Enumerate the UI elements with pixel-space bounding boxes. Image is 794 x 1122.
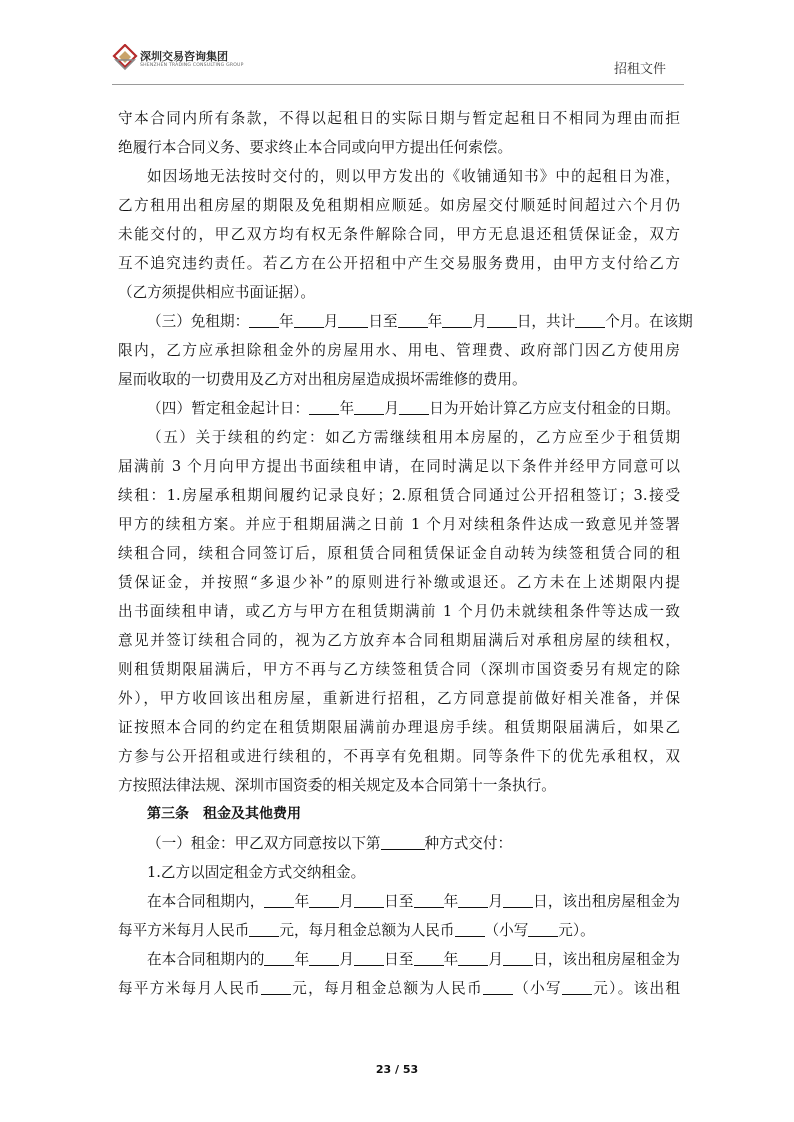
- text-span: 年: [443, 951, 459, 968]
- text-span: 年: [279, 313, 294, 330]
- blank-field: [483, 977, 513, 995]
- text-line: 如因场地无法按时交付的，则以甲方发出的《收铺通知书》中的起租日为准，: [147, 168, 680, 185]
- text-line: 乙方租用出租房屋的期限及免租期相应顺延。如房屋交付顺延时间超过六个月仍: [118, 197, 680, 214]
- blank-field: [354, 397, 384, 415]
- logo-chinese-name: 深圳交易咨询集团: [140, 50, 228, 63]
- text-line: 则租赁期限届满后，甲方不再与乙方续签租赁合同（深圳市国资委另有规定的除: [118, 661, 680, 678]
- text-line: 限内，乙方应承担除租金外的房屋用水、用电、管理费、政府部门因乙方使用房: [118, 342, 680, 359]
- text-span: 月: [488, 893, 504, 910]
- text-span: 元，每月租金总额为人民币: [279, 922, 455, 939]
- text-span: 年: [427, 313, 443, 330]
- text-line: （乙方须提供相应书面证据）。: [118, 284, 316, 301]
- text-span: 日，该出租房屋租金为: [533, 893, 680, 910]
- blank-field: [414, 890, 444, 908]
- text-line: 赁保证金，并按照“多退少补”的原则进行补缴或退还。乙方未在上述期限内提: [118, 574, 680, 591]
- blank-field: [562, 977, 592, 995]
- text-span: 在本合同租期内，: [147, 893, 265, 910]
- blank-field: [309, 948, 339, 966]
- blank-field: [381, 832, 425, 850]
- rent-method-line: [118, 829, 680, 858]
- text-span: 月: [488, 951, 504, 968]
- rent-period-line: [118, 945, 680, 974]
- text-span: 元）。该出租: [591, 980, 680, 997]
- blank-field: [398, 310, 428, 328]
- text-span: （一）租金：甲乙双方同意按以下第: [147, 835, 381, 852]
- blank-field: [414, 948, 444, 966]
- text-span: （四）暂定租金起计日：: [147, 400, 310, 417]
- text-line: 未能交付的，甲乙双方均有权无条件解除合同，甲方无息退还租赁保证金，双方: [118, 226, 680, 243]
- blank-field: [249, 919, 279, 937]
- text-span: 月: [472, 313, 487, 330]
- blank-field: [487, 310, 517, 328]
- text-span: 月: [339, 951, 355, 968]
- text-span: 日至: [368, 313, 398, 330]
- text-line: 证按照本合同的约定在租赁期限届满前办理退房手续。租赁期限届满后，如果乙: [118, 719, 680, 736]
- blank-field: [294, 310, 324, 328]
- company-logo: [112, 42, 252, 78]
- blank-field: [458, 948, 488, 966]
- blank-field: [528, 919, 558, 937]
- text-span: 日，共计: [516, 313, 576, 330]
- blank-field: [261, 977, 291, 995]
- text-span: 年: [443, 893, 459, 910]
- text-span: （小写: [484, 922, 529, 939]
- text-line: 续租合同，续租合同签订后，原租赁合同租赁保证金自动转为续签租赁合同的租: [118, 545, 680, 562]
- blank-field: [249, 310, 279, 328]
- text-span: 元）。: [558, 922, 595, 939]
- text-span: 日至: [384, 951, 414, 968]
- text-span: 年: [339, 400, 355, 417]
- text-span: 种方式交付：: [424, 835, 513, 852]
- blank-field: [264, 948, 294, 966]
- text-span: 日，该出租房屋租金为: [533, 951, 680, 968]
- text-line: 方参与公开招租或进行续租的，不再享有免租期。同等条件下的优先承租权，双: [118, 748, 680, 765]
- blank-field: [442, 310, 472, 328]
- text-span: 每平方米每月人民币: [118, 980, 261, 997]
- text-span: （小写: [512, 980, 562, 997]
- header-divider: [112, 84, 684, 85]
- logo-mark-icon: [112, 44, 138, 72]
- page-number: 23 / 53: [375, 1063, 419, 1076]
- text-line: 方按照法律法规、深圳市国资委的相关规定及本合同第十一条执行。: [118, 777, 556, 794]
- text-span: 个月。在该期: [605, 313, 693, 330]
- text-line: 意见并签订续租合同的，视为乙方放弃本合同租期届满后对承租房屋的续租权，: [118, 632, 680, 649]
- blank-field: [338, 310, 368, 328]
- text-line: 续租：1.房屋承租期间履约记录良好；2.原租赁合同通过公开招租签订；3.接受: [118, 487, 680, 504]
- text-span: 日至: [384, 893, 414, 910]
- text-span: 月: [323, 313, 339, 330]
- blank-field: [458, 890, 488, 908]
- text-line: 外），甲方收回该出租房屋，重新进行招租，乙方同意提前做好相关准备，并保: [118, 690, 680, 707]
- text-line: 1.乙方以固定租金方式交纳租金。: [147, 864, 366, 881]
- blank-field: [575, 310, 605, 328]
- text-span: 在本合同租期内的: [147, 951, 265, 968]
- text-line: 绝履行本合同义务、要求终止本合同或向甲方提出任何索偿。: [118, 139, 513, 156]
- rent-start-date-line: [118, 394, 680, 423]
- document-body: [118, 104, 693, 1003]
- blank-field: [503, 948, 533, 966]
- rent-period-line: [118, 887, 680, 916]
- logo-english-name: SHENZHEN TRADING CONSULTING GROUP: [140, 63, 244, 68]
- rent-amount-line: [118, 974, 680, 1003]
- text-span: 年: [294, 893, 310, 910]
- blank-field: [354, 948, 384, 966]
- blank-field: [309, 890, 339, 908]
- text-span: 月: [339, 893, 355, 910]
- text-line: 届满前 3 个月向甲方提出书面续租申请，在同时满足以下条件并经甲方同意可以: [118, 458, 680, 475]
- rent-amount-line: [118, 916, 680, 945]
- document-label: 招租文件: [613, 62, 666, 77]
- text-span: 年: [294, 951, 310, 968]
- text-line: 出书面续租申请，或乙方与甲方在租赁期满前 1 个月仍未就续租条件等达成一致: [118, 603, 680, 620]
- blank-field: [503, 890, 533, 908]
- blank-field: [399, 397, 429, 415]
- page-header: [112, 40, 684, 82]
- text-line: 互不追究违约责任。若乙方在公开招租中产生交易服务费用，由甲方支付给乙方: [118, 255, 680, 272]
- text-span: 月: [384, 400, 400, 417]
- text-line: 屋而收取的一切费用及乙方对出租房屋造成损坏需维修的费用。: [118, 371, 527, 388]
- section-heading: 第三条 租金及其他费用: [147, 806, 301, 822]
- text-span: （三）免租期：: [147, 313, 250, 330]
- blank-field: [309, 397, 339, 415]
- text-span: 元，每月租金总额为人民币: [291, 980, 483, 997]
- text-line: （五）关于续租的约定：如乙方需继续租用本房屋的，乙方应至少于租赁期: [147, 429, 680, 446]
- text-line: 甲方的续租方案。并应于租期届满之日前 1 个月对续租条件达成一致意见并签署: [118, 516, 680, 533]
- blank-field: [455, 919, 485, 937]
- text-span: 日为开始计算乙方应支付租金的日期。: [429, 400, 680, 417]
- text-span: 每平方米每月人民币: [118, 922, 250, 939]
- blank-field: [354, 890, 384, 908]
- blank-field: [264, 890, 294, 908]
- text-line: 守本合同内所有条款，不得以起租日的实际日期与暂定起租日不相同为理由而拒: [118, 110, 680, 127]
- rent-free-period-line: [118, 307, 693, 336]
